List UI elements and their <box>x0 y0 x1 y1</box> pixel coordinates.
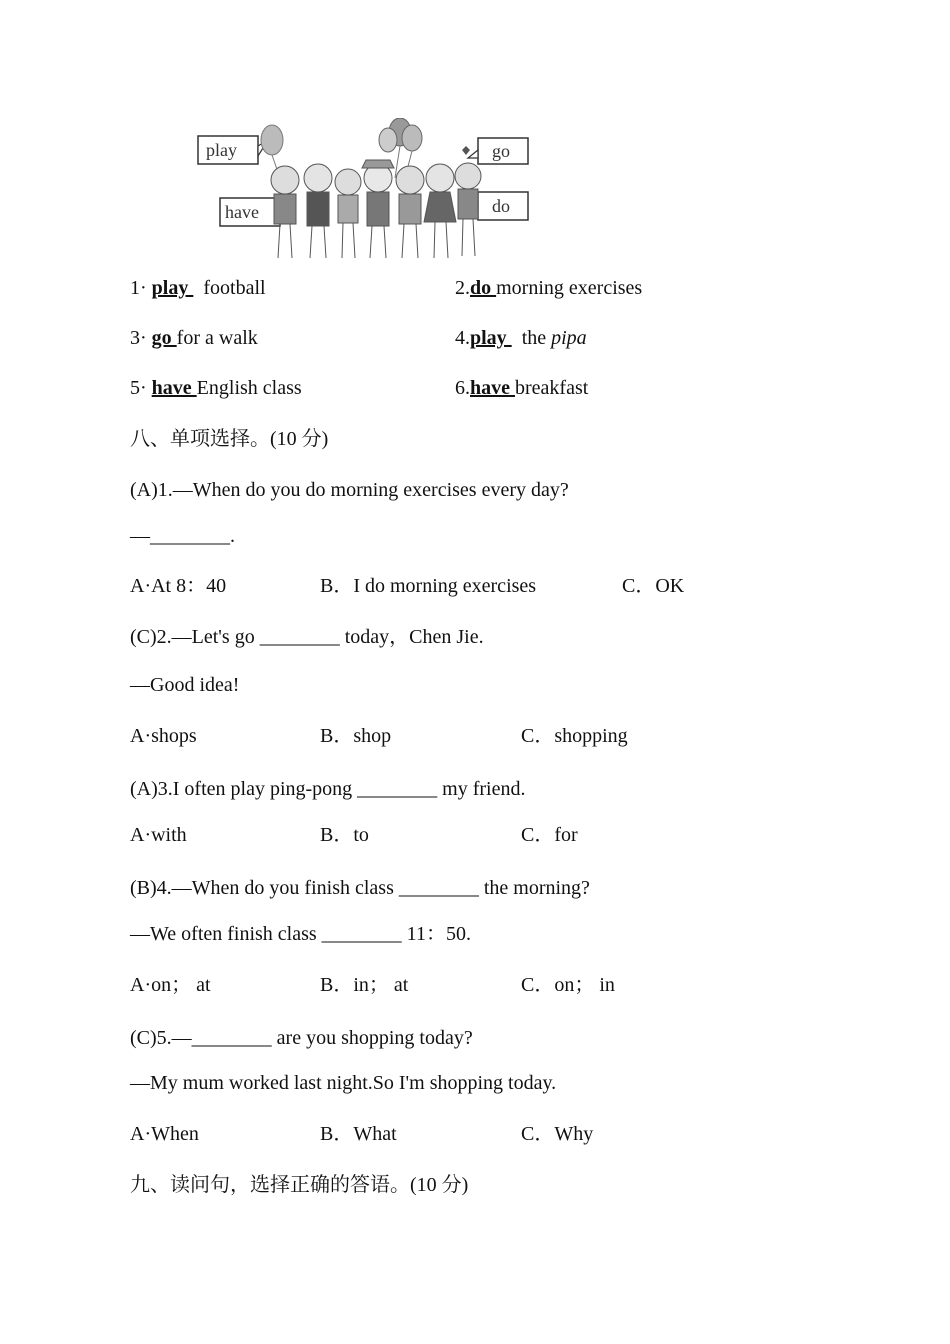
label-box-go <box>468 138 528 164</box>
question-4-option-b: B．in； at <box>320 974 409 996</box>
label-go: go <box>492 141 510 161</box>
answer-3: go <box>151 327 177 349</box>
label-play: play <box>206 140 237 160</box>
question-1-option-c: C．OK <box>622 575 685 597</box>
question-5-line-2: —My mum worked last night.So I'm shopping today. <box>130 1072 557 1094</box>
question-4-option-c: C．on； in <box>521 974 615 996</box>
question-4-option-a: A·on； at <box>130 974 211 996</box>
children-group-icon <box>271 160 481 258</box>
answer-1: play <box>151 277 194 299</box>
question-4-line-1: (B)4.—When do you finish class ________ the morning? <box>130 877 590 899</box>
question-3-line-1: (A)3.I often play ping-pong ________ my friend. <box>130 778 526 800</box>
question-3-option-a: A·with <box>130 824 187 846</box>
question-5-option-b: B．What <box>320 1123 397 1145</box>
fill-item-3: 3· go for a walk <box>130 327 258 349</box>
question-2-option-b: B．shop <box>320 725 392 747</box>
label-do: do <box>492 196 510 216</box>
fill-item-4: 4.play the pipa <box>455 327 587 349</box>
question-2-line-1: (C)2.—Let's go ________ today，Chen Jie. <box>130 626 484 648</box>
question-2-option-c: C．shopping <box>521 725 628 747</box>
question-2-line-2: —Good idea! <box>130 674 240 696</box>
question-1-line-1: (A)1.—When do you do morning exercises every day? <box>130 479 569 501</box>
fill-item-1: 1· play football <box>130 277 266 299</box>
fill-item-2: 2.do morning exercises <box>455 277 643 299</box>
question-1-option-a: A·At 8：40 <box>130 575 227 597</box>
question-5-option-a: A·When <box>130 1123 199 1145</box>
children-illustration <box>190 118 535 263</box>
question-4-line-2: —We often finish class ________ 11：50. <box>130 923 471 945</box>
section-9-title: 九、读问句，选择正确的答语。(10 分) <box>130 1174 469 1196</box>
answer-5: have <box>151 377 197 399</box>
answer-2: do <box>470 277 497 299</box>
question-1-line-2: —________. <box>130 525 235 547</box>
question-1-option-b: B．I do morning exercises <box>320 575 537 597</box>
fill-item-5: 5· have English class <box>130 377 302 399</box>
question-3-option-c: C．for <box>521 824 578 846</box>
question-5-line-1: (C)5.—________ are you shopping today? <box>130 1027 473 1049</box>
question-5-option-c: C．Why <box>521 1123 594 1145</box>
answer-4: play <box>470 327 512 349</box>
fill-item-6: 6.have breakfast <box>455 377 589 399</box>
label-box-play <box>198 136 268 164</box>
question-2-option-a: A·shops <box>130 725 197 747</box>
question-3-option-b: B．to <box>320 824 369 846</box>
section-8-title: 八、单项选择。(10 分) <box>130 428 329 450</box>
label-have: have <box>225 202 259 222</box>
answer-6: have <box>470 377 515 399</box>
